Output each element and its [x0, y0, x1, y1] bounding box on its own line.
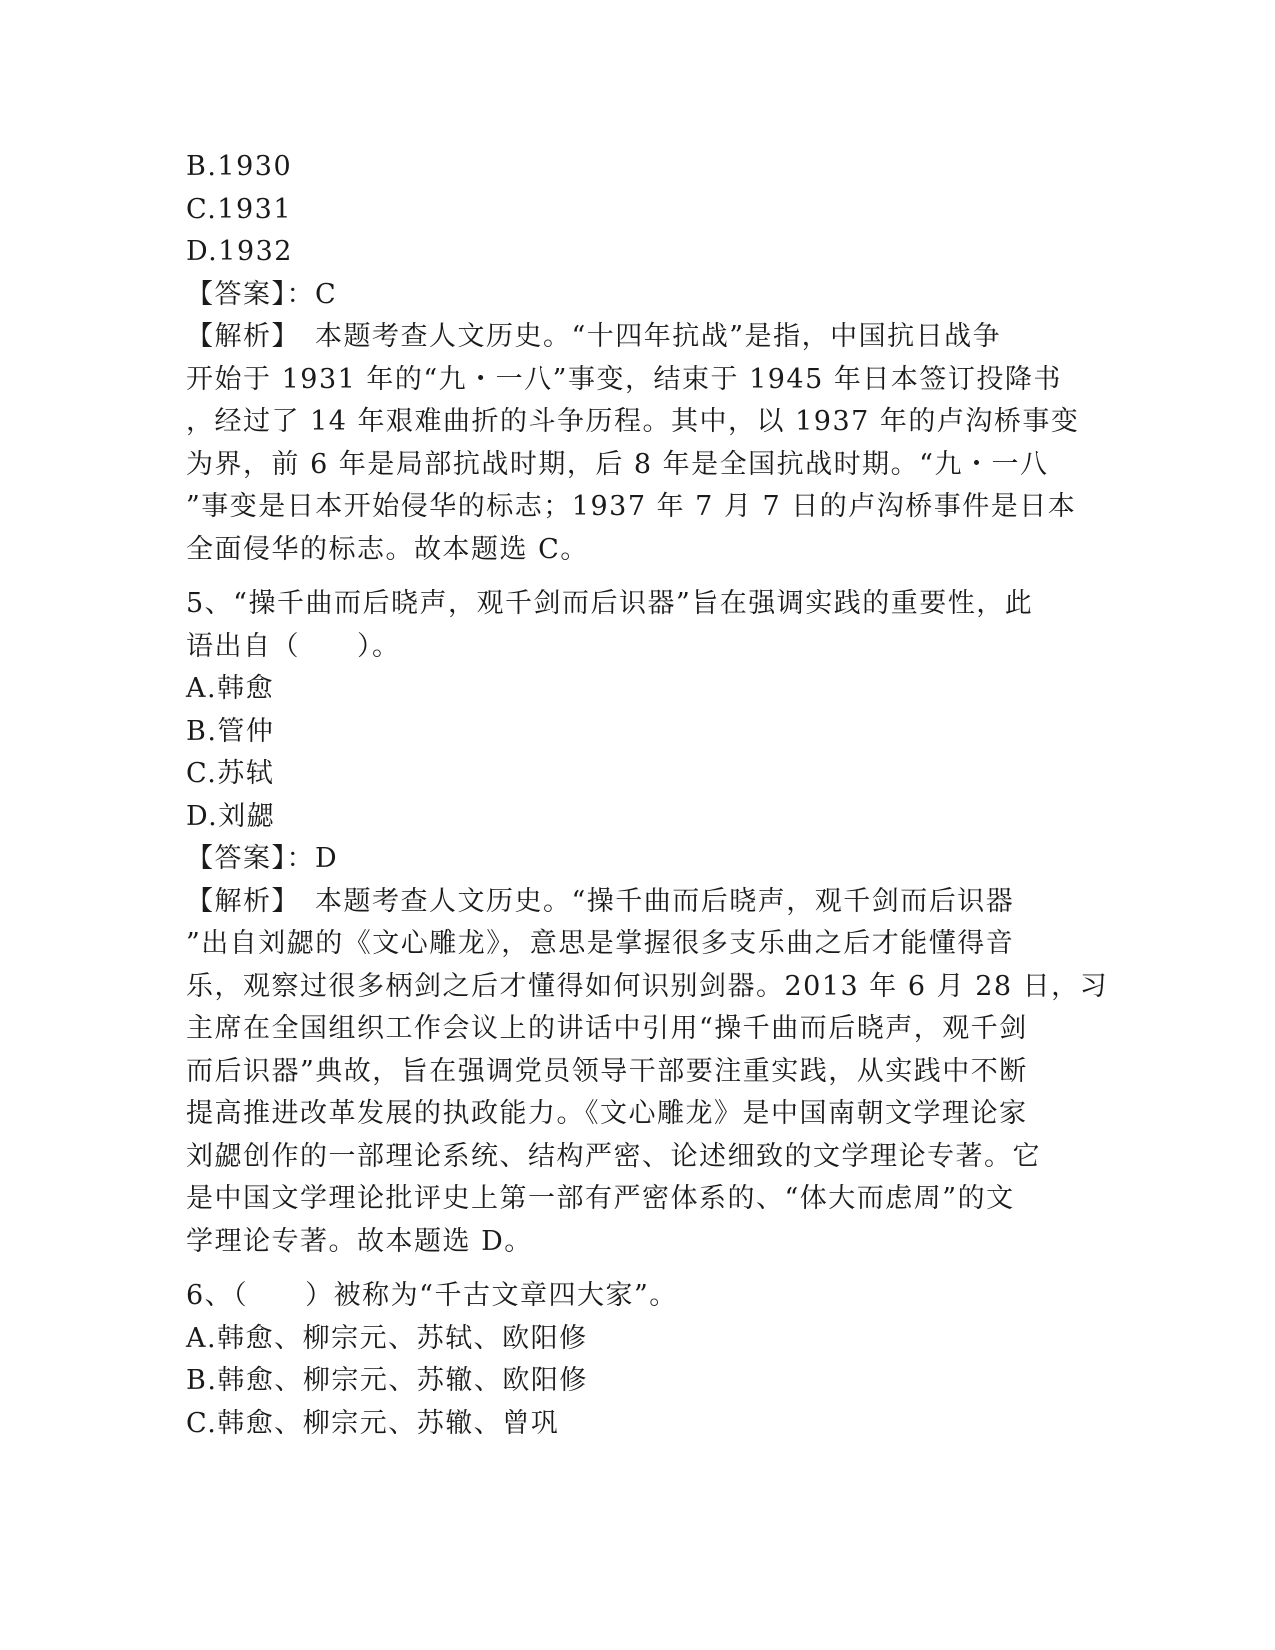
option-b: B.韩愈、柳宗元、苏辙、欧阳修: [186, 1365, 588, 1396]
analysis-line: 主席在全国组织工作会议上的讲话中引用“操千曲而后晓声，观千剑: [186, 1013, 1028, 1044]
analysis-line: 【解析】 本题考查人文历史。“十四年抗战”是指，中国抗日战争: [186, 321, 1002, 352]
question-stem: 6、（ ）被称为“千古文章四大家”。: [186, 1280, 678, 1311]
analysis-line: 而后识器”典故，旨在强调党员领导干部要注重实践，从实践中不断: [186, 1055, 1028, 1087]
question-6: [186, 1275, 1076, 1445]
analysis-line: 是中国文学理论批评史上第一部有严密体系的、“体大而虑周”的文: [186, 1183, 1015, 1214]
analysis-line: 全面侵华的标志。故本题选 C。: [186, 533, 589, 565]
analysis-line: 提高推进改革发展的执政能力。《文心雕龙》是中国南朝文学理论家: [186, 1098, 1028, 1129]
analysis-line: 【解析】 本题考查人文历史。“操千曲而后晓声，观千剑而后识器: [186, 885, 1015, 917]
analysis-line: 为界，前 6 年是局部抗战时期，后 8 年是全国抗战时期。“九・一八: [186, 448, 1049, 480]
analysis-line: 刘勰创作的一部理论系统、结构严密、论述细致的文学理论专著。它: [186, 1140, 1041, 1172]
option-b: B.1930: [186, 151, 293, 182]
option-c: C.苏轼: [186, 758, 275, 789]
document-page: [186, 146, 1109, 1445]
option-b: B.管仲: [186, 715, 275, 747]
answer-line: 【答案】：D: [186, 843, 339, 874]
option-a: A.韩愈: [186, 673, 275, 704]
option-c: C.1931: [186, 193, 292, 225]
spacer: [186, 571, 1076, 583]
analysis-line: ，经过了 14 年艰难曲折的斗争历程。其中，以 1937 年的卢沟桥事变: [186, 406, 1080, 437]
analysis-line: 学理论专著。故本题选 D。: [186, 1225, 533, 1257]
spacer: [186, 1263, 1076, 1275]
analysis-line: 开始于 1931 年的“九・一八”事变，结束于 1945 年日本签订投降书: [186, 363, 1062, 395]
option-a: A.韩愈、柳宗元、苏轼、欧阳修: [186, 1322, 588, 1354]
option-d: D.1932: [186, 236, 293, 267]
question-stem: 5、“操千曲而后晓声，观千剑而后识器”旨在强调实践的重要性，此: [186, 588, 1034, 619]
analysis-line: ”出自刘勰的《文心雕龙》，意思是掌握很多支乐曲之后才能懂得音: [186, 928, 1015, 959]
option-c: C.韩愈、柳宗元、苏辙、曾巩: [186, 1407, 560, 1439]
analysis-line: ”事变是日本开始侵华的标志；1937 年 7 月 7 日的卢沟桥事件是日本: [186, 491, 1077, 522]
question-stem: 语出自（ ）。: [186, 630, 401, 662]
answer-line: 【答案】：C: [186, 278, 338, 310]
option-d: D.刘勰: [186, 800, 276, 832]
question-4-tail: [186, 146, 1080, 571]
question-5: [186, 583, 1109, 1263]
analysis-line: 乐，观察过很多柄剑之后才懂得如何识别剑器。2013 年 6 月 28 日，习: [186, 970, 1109, 1002]
